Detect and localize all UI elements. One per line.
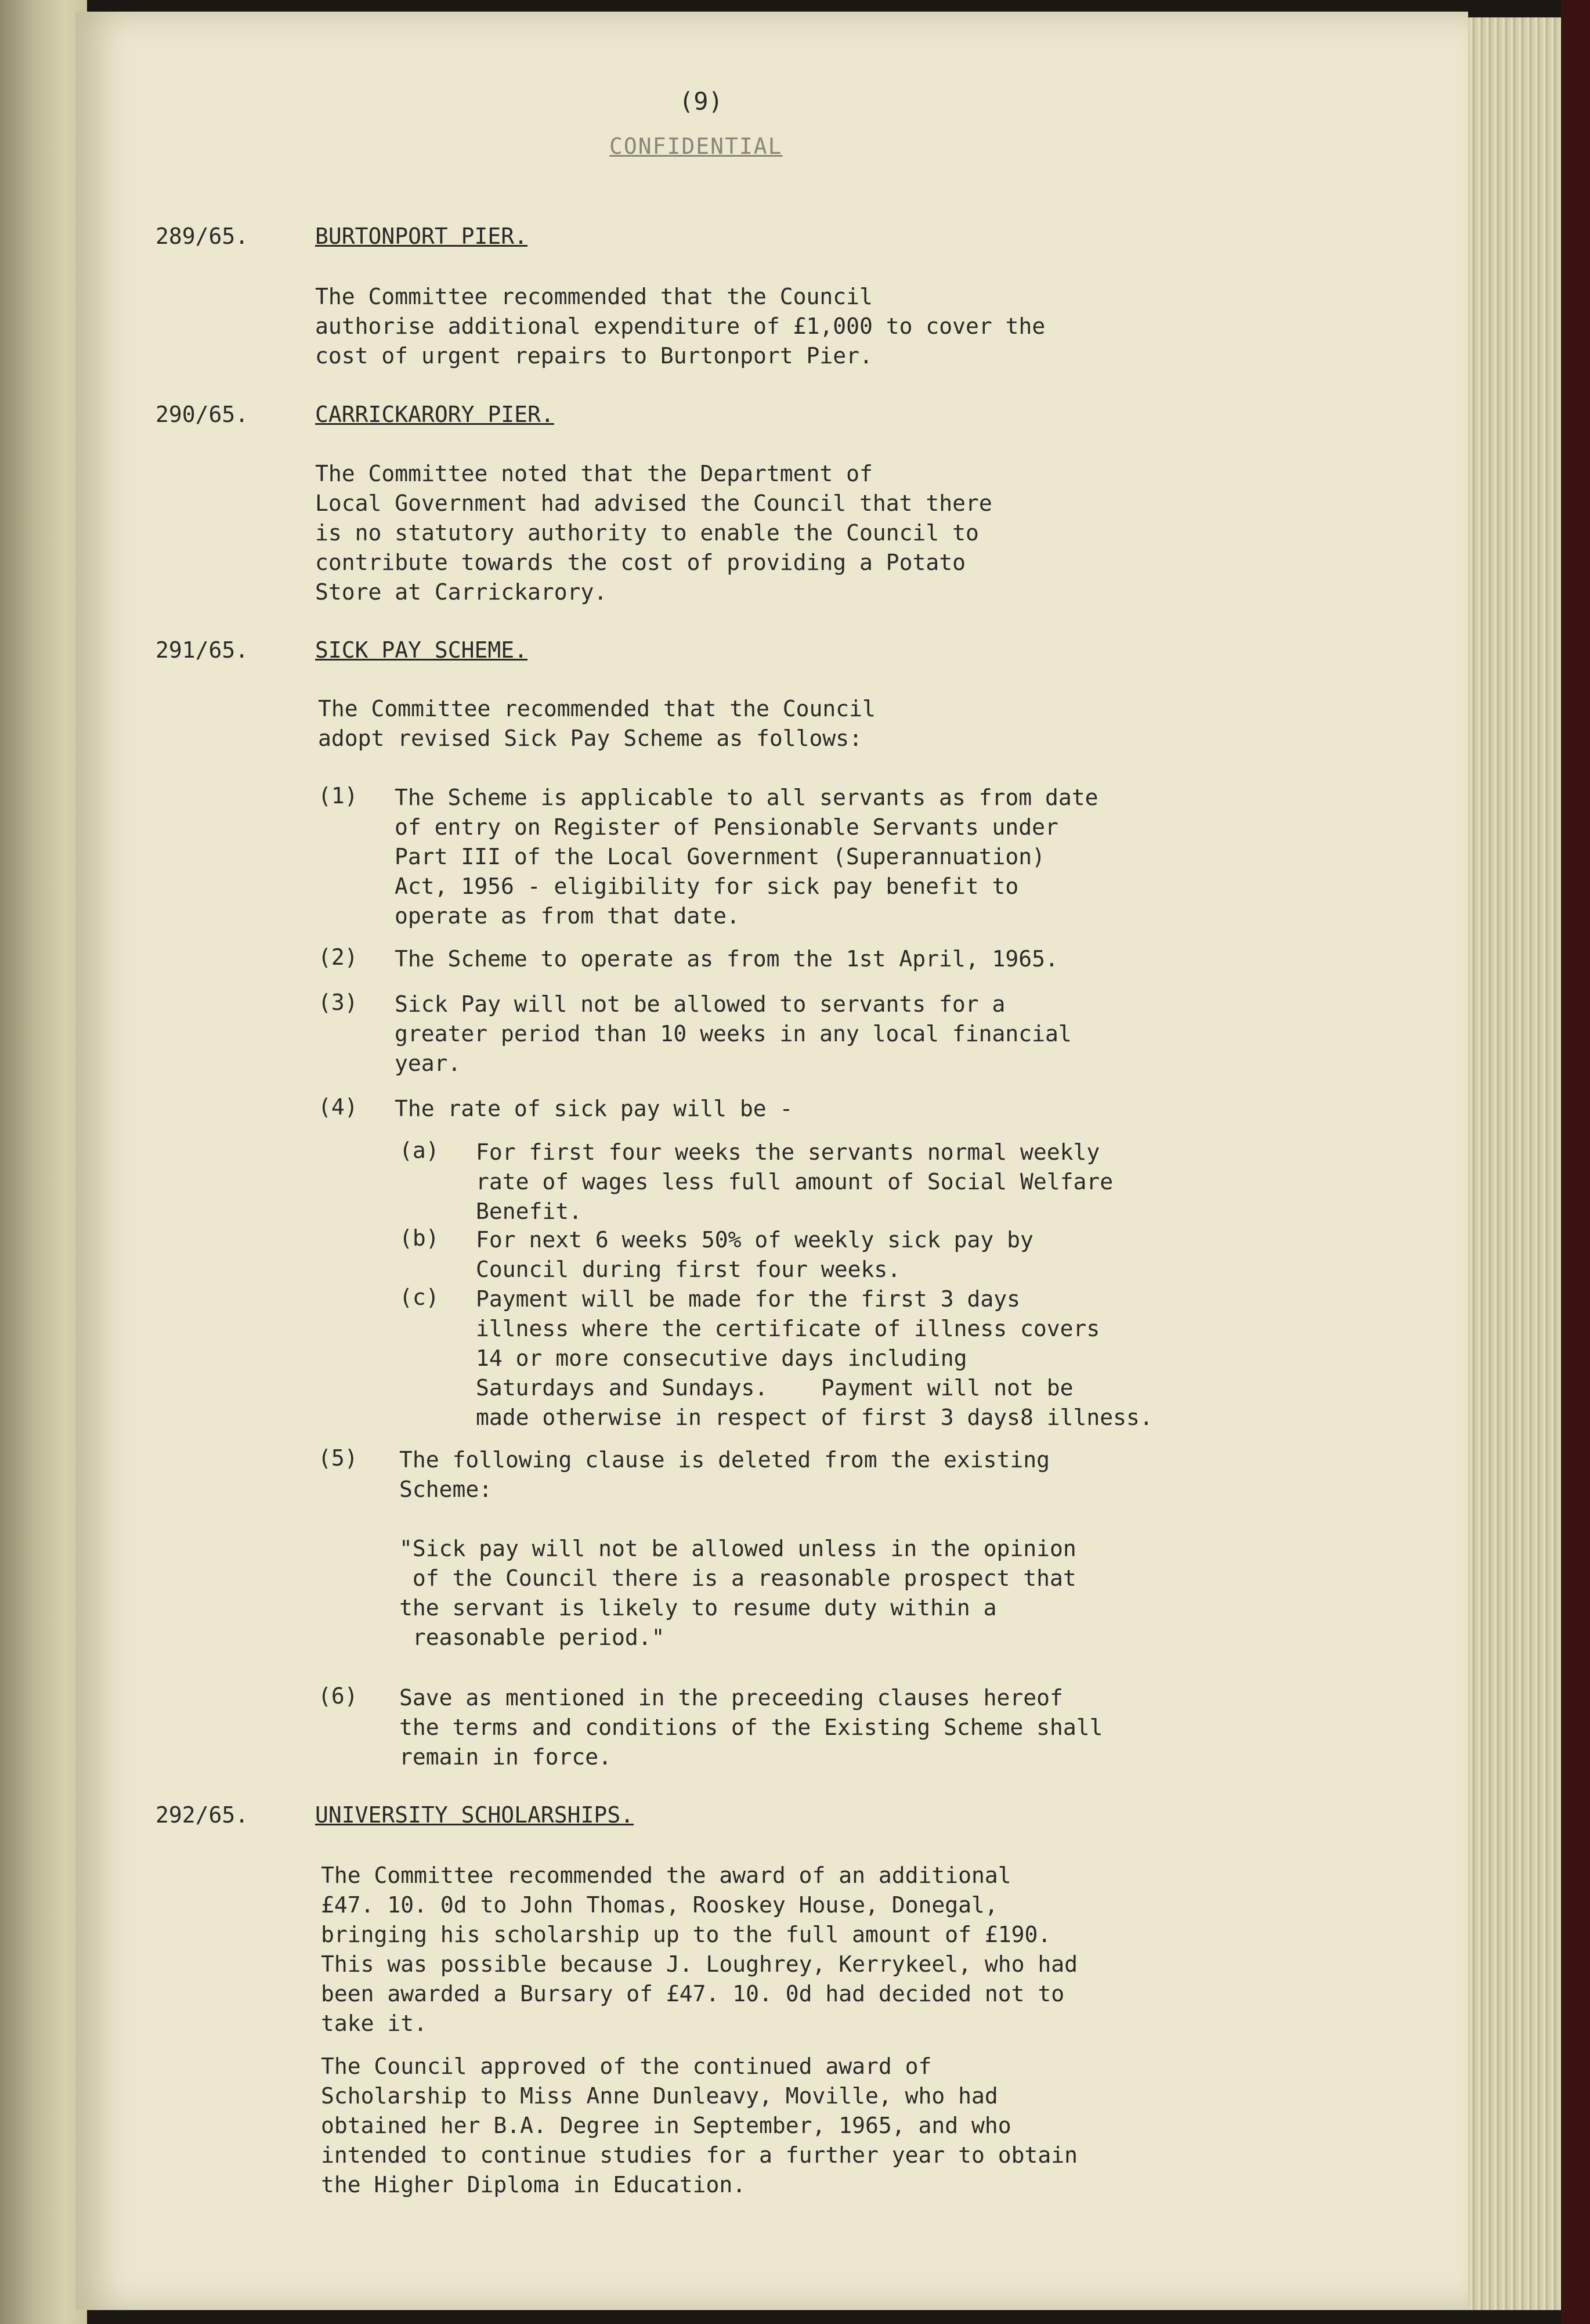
subclause-label: (b) — [399, 1225, 439, 1251]
minute-heading: CARRICKARORY PIER. — [315, 402, 554, 427]
clause-label: (4) — [318, 1094, 358, 1120]
clause-text: Sick Pay will not be allowed to servants for a greater period than 10 weeks in any local financial year. — [395, 991, 1072, 1076]
subclause-label: (c) — [399, 1284, 439, 1310]
quoted-clause: "Sick pay will not be allowed unless in the opinion of the Council there is a reasonable prospect that the servant is likely to resume duty within a reasonable period." — [399, 1536, 1076, 1650]
clause-label: (3) — [318, 990, 358, 1015]
page-number: (9) — [679, 87, 723, 116]
minute-number: 289/65. — [156, 223, 249, 249]
book-cover-edge — [1561, 0, 1590, 2324]
minute-heading: UNIVERSITY SCHOLARSHIPS. — [315, 1802, 634, 1828]
clause-text: The Scheme to operate as from the 1st April, 1965. — [395, 946, 1058, 972]
clause-text: Save as mentioned in the preceeding clauses hereof the terms and conditions of the Existing Scheme shall remain in force. — [399, 1685, 1103, 1770]
subclause-text: For next 6 weeks 50% of weekly sick pay by Council during first four weeks. — [476, 1227, 1034, 1282]
clause-label: (5) — [318, 1445, 358, 1471]
minute-number: 290/65. — [156, 402, 249, 427]
minute-number: 292/65. — [156, 1802, 249, 1828]
clause-text: The Scheme is applicable to all servants as from date of entry on Register of Pensionable Servants under Part III of the Local Government (Superannuation) Act, 1956 - eligibility for sick pay benefit to operate as from that date. — [395, 785, 1098, 929]
minute-paragraph: The Committee noted that the Department of Local Government had advised the Council that there is no statutory authority to enable the Council to contribute towards the cost of providing a Potato Store at Carrickarory. — [315, 461, 992, 605]
clause-text: The rate of sick pay will be - — [395, 1096, 793, 1121]
minute-paragraph: The Council approved of the continued award of Scholarship to Miss Anne Dunleavy, Moville, who had obtained her B.A. Degree in September, 1965, and who intended to continue studies for a further year to obtain the Higher Diploma in Education. — [321, 2054, 1078, 2197]
minute-paragraph: The Committee recommended that the Council adopt revised Sick Pay Scheme as follows: — [318, 696, 876, 751]
minute-paragraph: The Committee recommended that the Council authorise additional expenditure of £1,000 to cover the cost of urgent repairs to Burtonport Pier. — [315, 284, 1046, 369]
minute-heading: BURTONPORT PIER. — [315, 223, 528, 249]
clause-label: (1) — [318, 783, 358, 809]
subclause-label: (a) — [399, 1138, 439, 1163]
clause-text: The following clause is deleted from the existing Scheme: — [399, 1447, 1050, 1502]
page-edges — [1468, 17, 1561, 2310]
clause-label: (2) — [318, 944, 358, 970]
clause-label: (6) — [318, 1683, 358, 1709]
book-binding — [0, 0, 87, 2324]
minute-heading: SICK PAY SCHEME. — [315, 637, 528, 663]
confidential-stamp: CONFIDENTIAL — [609, 133, 783, 159]
minute-number: 291/65. — [156, 637, 249, 663]
minute-paragraph: The Committee recommended the award of an additional £47. 10. 0d to John Thomas, Rooskey House, Donegal, bringing his scholarship up to the full amount of £190. This was possible because J. Loughrey, Kerrykeel, who had been awarded a Bursary of £47. 10. 0d had decided not to take it. — [321, 1863, 1078, 2036]
subclause-text: For first four weeks the servants normal weekly rate of wages less full amount of Social Welfare Benefit. — [476, 1139, 1114, 1224]
subclause-text: Payment will be made for the first 3 days illness where the certificate of illness covers 14 or more consecutive days including Saturdays and Sundays. Payment will not be made otherwise in respect of first 3 days8 illness. — [476, 1286, 1153, 1430]
